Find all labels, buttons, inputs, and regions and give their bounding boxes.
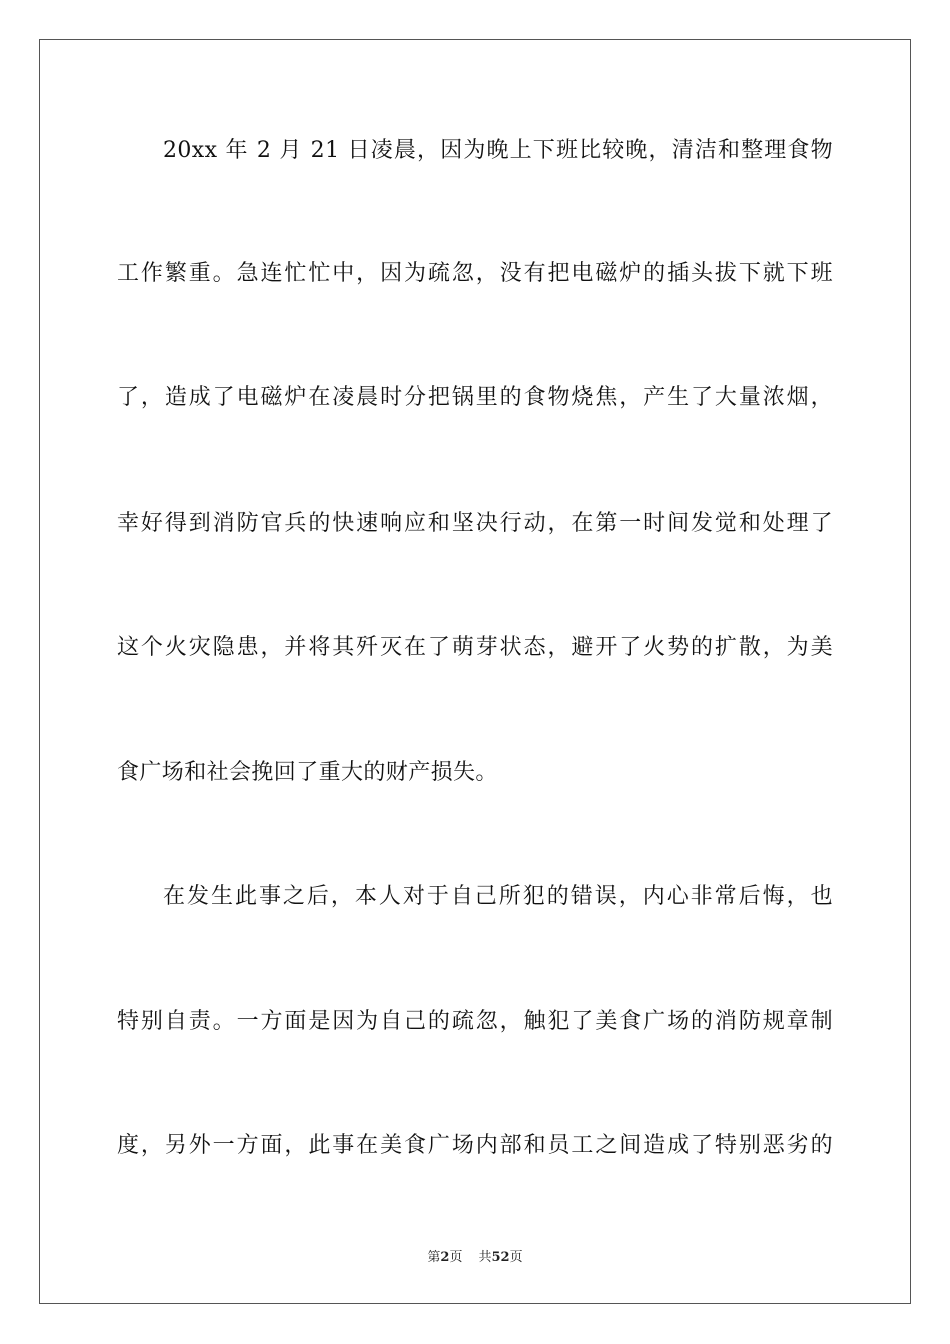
- page-footer: [0, 1246, 950, 1265]
- paragraph-1-line-2: 工作繁重。急连忙忙中，因为疏忽，没有把电磁炉的插头拔下就下班: [117, 261, 833, 286]
- page-prefix: 第: [427, 1250, 441, 1265]
- paragraph-1-line-1: 20xx 年 2 月 21 日凌晨，因为晚上下班比较晚，清洁和整理食物: [163, 138, 833, 163]
- total-prefix: 共: [478, 1250, 492, 1265]
- paragraph-2-line-3: 度，另外一方面，此事在美食广场内部和员工之间造成了特别恶劣的: [117, 1133, 833, 1158]
- paragraph-2-line-1: 在发生此事之后，本人对于自己所犯的错误，内心非常后悔，也: [163, 884, 833, 909]
- page-suffix: 页: [449, 1250, 463, 1265]
- paragraph-1-line-4: 幸好得到消防官兵的快速响应和坚决行动，在第一时间发觉和处理了: [117, 511, 833, 536]
- current-page-number: 2: [440, 1250, 450, 1265]
- paragraph-1-line-5: 这个火灾隐患，并将其歼灭在了萌芽状态，避开了火势的扩散，为美: [117, 635, 833, 660]
- page-border: [39, 39, 911, 1304]
- total-page-count: 52: [491, 1250, 510, 1265]
- paragraph-1-line-6: 食广场和社会挽回了重大的财产损失。: [117, 760, 498, 785]
- total-suffix: 页: [509, 1250, 523, 1265]
- paragraph-2-line-2: 特别自责。一方面是因为自己的疏忽，触犯了美食广场的消防规章制: [117, 1009, 833, 1034]
- paragraph-1-line-3: 了，造成了电磁炉在凌晨时分把锅里的食物烧焦，产生了大量浓烟，: [117, 385, 833, 410]
